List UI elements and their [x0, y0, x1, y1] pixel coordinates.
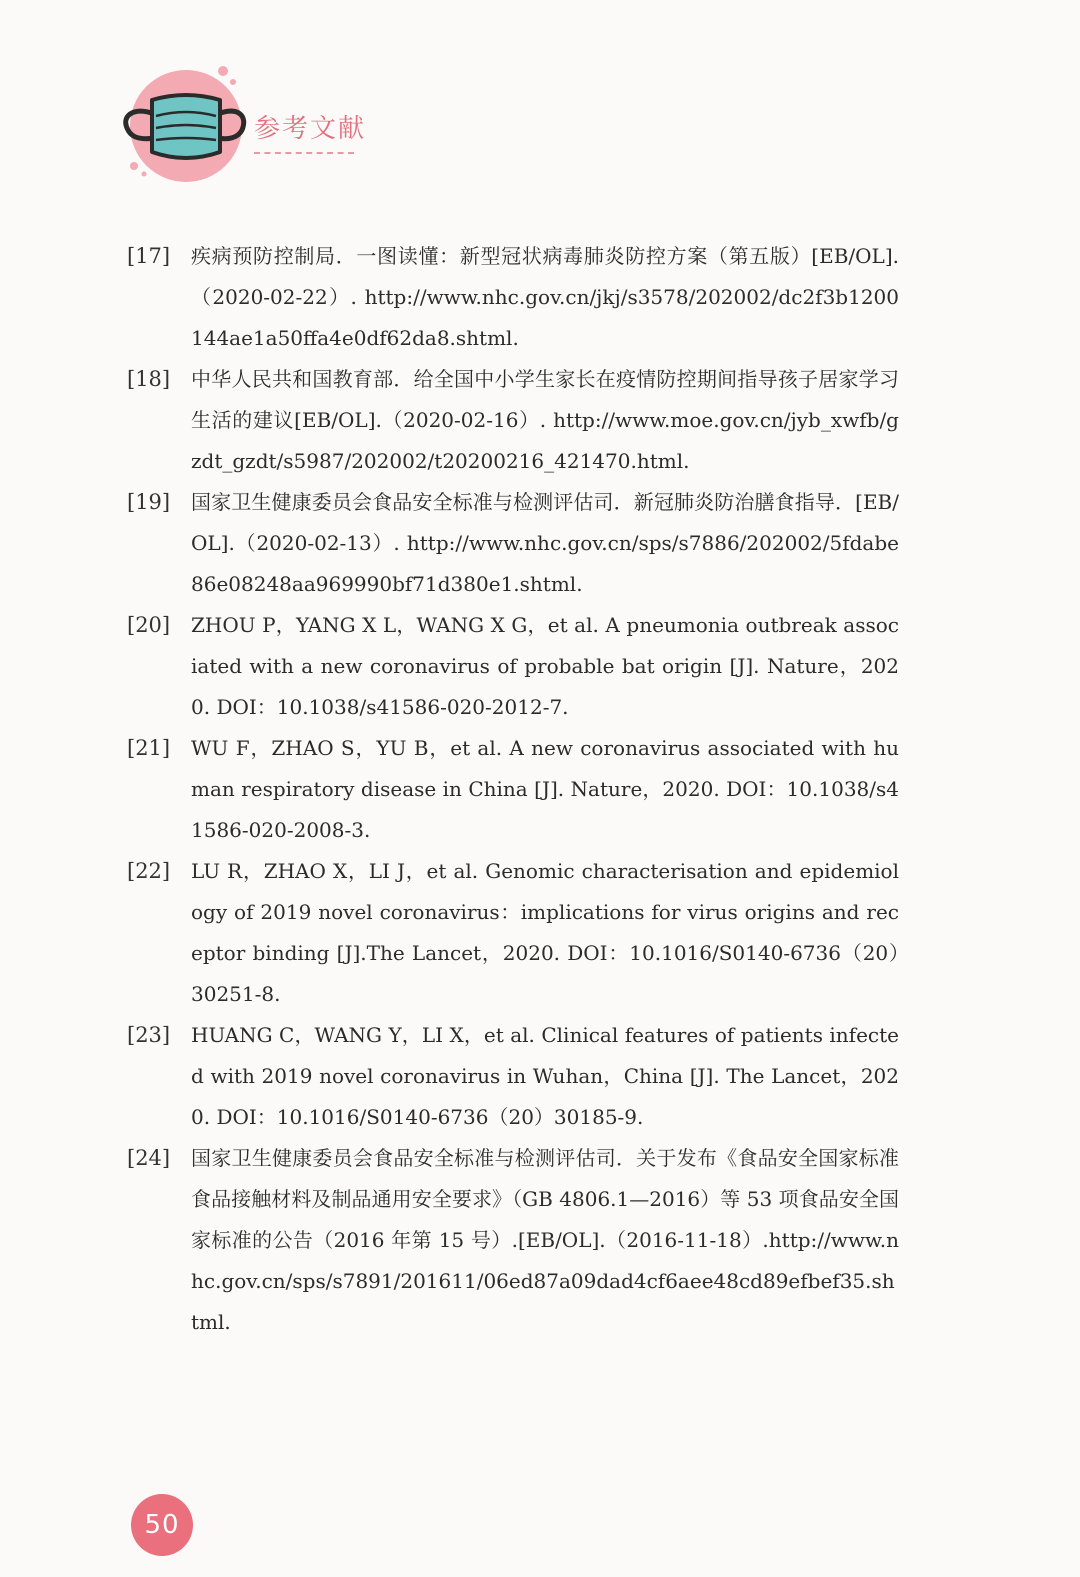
reference-text: 疾病预防控制局．一图读懂：新型冠状病毒肺炎防控方案（第五版）[EB/OL].（2020-02-22）. http://www.nhc.gov.cn/jkj/s3578/202002/dc2f3b1200144ae1a50ffa4e0df62da8.shtml. — [191, 244, 899, 350]
reference-number: [17] — [127, 244, 171, 268]
reference-number: [18] — [127, 367, 171, 391]
reference-text: 中华人民共和国教育部．给全国中小学生家长在疫情防控期间指导孩子居家学习生活的建议[EB/OL].（2020-02-16）. http://www.moe.gov.cn/jyb_xwfb/gzdt_gzdt/s5987/202002/t20200216_421470.html. — [191, 367, 899, 473]
reference-number: [23] — [127, 1023, 171, 1047]
reference-number: [20] — [127, 613, 171, 637]
reference-list — [127, 236, 899, 1343]
reference-item — [127, 482, 899, 605]
title-underline — [254, 152, 354, 154]
reference-item — [127, 605, 899, 728]
reference-item — [127, 1015, 899, 1138]
reference-text: HUANG C，WANG Y，LI X，et al. Clinical features of patients infected with 2019 novel coronavirus in Wuhan，China [J]. The Lancet，2020. DOI：10.1016/S0140-6736（20）30185-9. — [191, 1023, 899, 1129]
page-number: 50 — [131, 1494, 193, 1556]
section-title: 参考文献 — [254, 114, 367, 144]
reference-text: ZHOU P，YANG X L，WANG X G，et al. A pneumonia outbreak associated with a new coronavirus of probable bat origin [J]. Nature，2020. DOI：10.1038/s41586-020-2012-7. — [191, 613, 899, 719]
reference-text: WU F，ZHAO S，YU B，et al. A new coronavirus associated with human respiratory disease in China [J]. Nature，2020. DOI：10.1038/s41586-020-2008-3. — [191, 736, 899, 842]
reference-item — [127, 728, 899, 851]
reference-text: 国家卫生健康委员会食品安全标准与检测评估司．新冠肺炎防治膳食指导．[EB/OL].（2020-02-13）. http://www.nhc.gov.cn/sps/s7886/202002/5fdabe86e08248aa969990bf71d380e1.shtml. — [191, 490, 899, 596]
reference-number: [22] — [127, 859, 171, 883]
reference-item — [127, 236, 899, 359]
reference-item — [127, 1138, 899, 1343]
reference-item — [127, 851, 899, 1015]
reference-item — [127, 359, 899, 482]
reference-number: [24] — [127, 1146, 171, 1170]
section-header — [120, 60, 380, 190]
reference-text: LU R，ZHAO X，LI J，et al. Genomic characterisation and epidemiology of 2019 novel coronavirus：implications for virus origins and receptor binding [J].The Lancet，2020. DOI：10.1016/S0140-6736（20）30251-8. — [191, 859, 899, 1006]
reference-text: 国家卫生健康委员会食品安全标准与检测评估司．关于发布《食品安全国家标准 食品接触材料及制品通用安全要求》（GB 4806.1—2016）等 53 项食品安全国家标准的公告（2016 年第 15 号）.[EB/OL].（2016-11-18）.http://www.nhc.gov.cn/sps/s7891/201611/06ed87a09dad4cf6aee48cd89efbef35.shtml. — [191, 1146, 899, 1334]
reference-number: [21] — [127, 736, 171, 760]
face-mask-icon — [120, 60, 250, 190]
reference-number: [19] — [127, 490, 171, 514]
